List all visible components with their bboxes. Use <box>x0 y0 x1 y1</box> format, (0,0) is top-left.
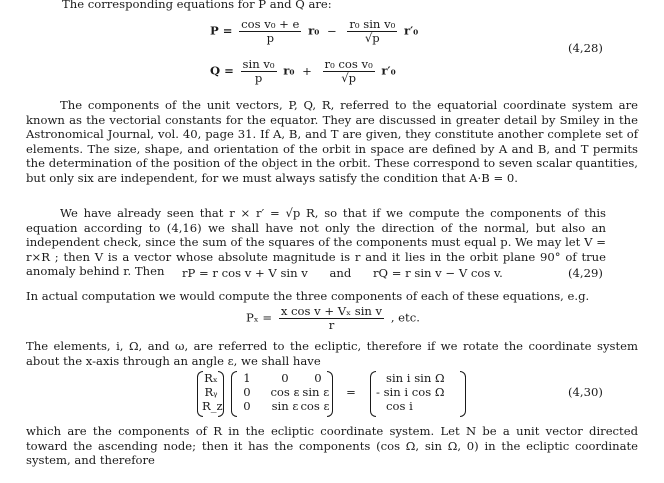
equation-q <box>210 58 396 85</box>
paragraph-vectorial-constants: The components of the unit vectors, P, Q, R, referred to the equatorial coordinate system are known as the vectorial constants for the equator. They are discussed in greater detail by Smiley in the Astronomical Journal, vol. 40, page 31. If A, B, and T are given, they constitute another complete set of elements. The size, shape, and orientation of the orbit in space are defined by A and B, and T permits the determination of the position of the object in the orbit. These correspond to seven scalar quantities, but only six are independent, for we must always satisfy the condition that A·B = 0. <box>26 98 638 185</box>
matrix-r2c2: cos ε <box>300 399 330 413</box>
equation-p <box>210 18 418 45</box>
p-frac2-den: √p <box>364 31 380 45</box>
p-minus: − <box>326 23 337 38</box>
p-frac1-den: p <box>266 31 274 45</box>
p-term2-tail: r′₀ <box>403 23 419 38</box>
paragraph-ecliptic-components: which are the components of R in the ecliptic coordinate system. Let N be a unit vector directed toward the ascending node; then it has the components (cos Ω, sin Ω, 0) in the ecliptic coordinate system, and therefore <box>26 424 638 468</box>
eq-rp: rP = r cos v + V sin v <box>182 266 308 280</box>
paragraph-elements-ecliptic: The elements, i, Ω, and ω, are referred to the ecliptic, therefore if we rotate the coordinate system about the x-axis through an angle ε, we shall have <box>26 339 638 368</box>
matrix-r1c0: 0 <box>243 385 251 399</box>
vec-right-2: cos i <box>386 399 413 413</box>
equation-number-4-30: (4,30) <box>568 385 603 399</box>
q-frac1-den: p <box>254 71 263 85</box>
px-fraction <box>279 305 384 332</box>
px-den: r <box>328 318 335 332</box>
q-fraction-2 <box>323 58 375 85</box>
equation-number-4-28: (4,28) <box>568 41 603 55</box>
matrix-open-bracket <box>231 371 237 417</box>
matrix-equation <box>0 370 664 420</box>
p-fraction-2 <box>347 18 397 45</box>
p-term1-tail: r₀ <box>308 23 320 38</box>
paragraph-actual-computation: In actual computation we would compute the three components of each of these equations, e.g. <box>26 289 590 303</box>
q-lhs: Q = <box>210 63 234 78</box>
matrix-r0c0: 1 <box>243 371 251 385</box>
px-lhs: Pₓ = <box>246 310 273 325</box>
eq-rq: rQ = r sin v − V cos v. <box>373 266 503 280</box>
equation-rp-rq <box>182 266 503 281</box>
p-fraction-1 <box>239 18 301 45</box>
px-tail: , etc. <box>390 310 420 325</box>
q-plus: + <box>302 63 312 78</box>
vec-left-x: Rₓ <box>204 371 218 385</box>
q-term2-tail: r′₀ <box>381 63 396 78</box>
q-fraction-1 <box>241 58 277 85</box>
matrix-equals: = <box>346 385 356 399</box>
p-frac1-num: cos v₀ + e <box>241 17 300 31</box>
matrix-r2c1: sin ε <box>271 399 299 413</box>
q-frac1-num: sin v₀ <box>242 57 275 71</box>
matrix-r1c2: - sin ε <box>294 385 330 399</box>
intro-line: The corresponding equations for P and Q are: <box>62 0 332 11</box>
q-term1-tail: r₀ <box>283 63 295 78</box>
matrix-r1c1: cos ε <box>270 385 300 399</box>
vec-right-0: sin i sin Ω <box>386 371 445 385</box>
equation-px <box>246 305 420 332</box>
vec-left-y: Rᵧ <box>204 385 218 399</box>
q-frac2-den: √p <box>341 71 357 85</box>
eq-and: and <box>329 266 352 280</box>
q-frac2-num: r₀ cos v₀ <box>324 57 373 71</box>
px-num: x cos v + Vₓ sin v <box>280 304 383 318</box>
matrix-r0c1: 0 <box>281 371 289 385</box>
paragraph-cross-product: We have already seen that r × r′ = √p R, so that if we compute the components of this equation according to (4,16) we shall have not only the direction of the normal, but also an independent check, since the sum of the squares of the components must equal p. We may let V = r×R ; then V is a vector whose absolute magnitude is r and it lies in the orbit plane 90° of true anomaly behind r. Then <box>26 206 606 279</box>
vec-left-z: R_z <box>202 399 223 413</box>
vec-right-1: - sin i cos Ω <box>376 385 445 399</box>
equation-number-4-29: (4,29) <box>568 266 603 280</box>
matrix-r2c0: 0 <box>243 399 251 413</box>
matrix-r0c2: 0 <box>314 371 322 385</box>
p-lhs: P = <box>210 23 233 38</box>
p-frac2-num: r₀ sin v₀ <box>349 17 396 31</box>
